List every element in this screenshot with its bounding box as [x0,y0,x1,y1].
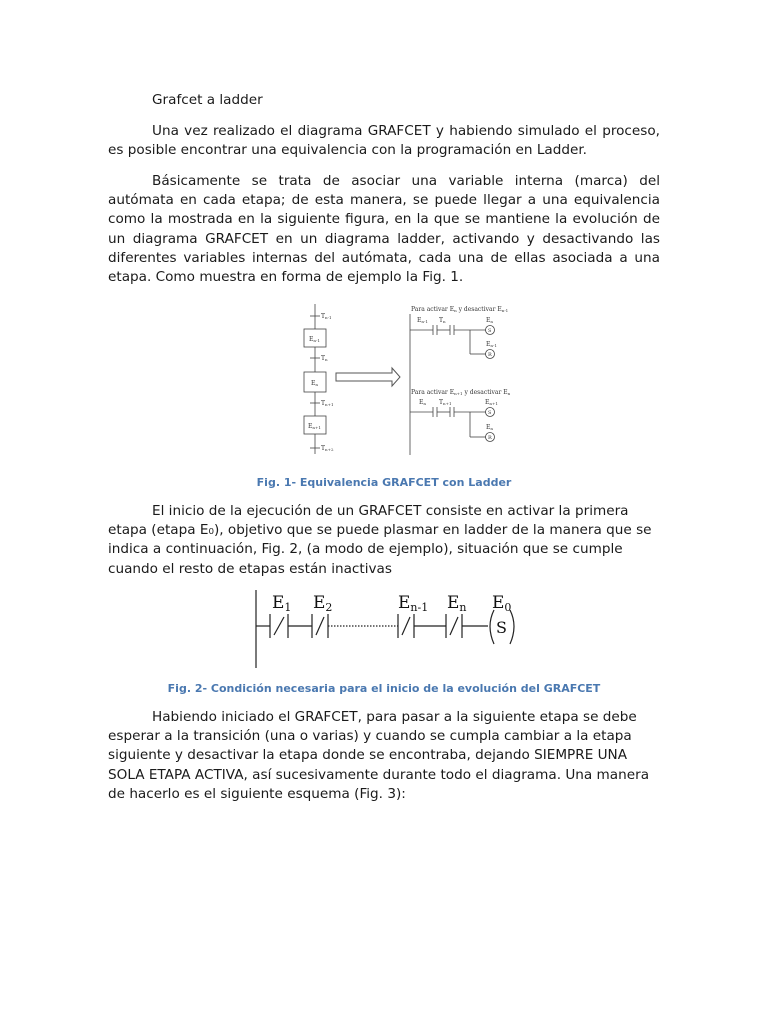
figure-2-ladder-start [248,588,524,670]
paragraph-4: Habiendo iniciado el GRAFCET, para pasar a la siguiente etapa se debe esperar a la transición (una o varias) y cuando se cumpla cambiar a la etapa siguiente y desactivar la etapa donde se encontraba, dejando SIEMPRE UNA SOLA ETAPA ACTIVA, así sucesivamente durante todo el diagrama. Una manera de hacerlo es el siguiente esquema (Fig. 3): [108,709,650,802]
coil-type: R [488,435,492,441]
transition-label: Tn [321,355,328,362]
ladder-labels [411,306,510,441]
coil-label: En [486,317,493,324]
contact-label: E1 [272,593,292,614]
step-label: En [311,380,318,387]
coil-label: En-1 [486,341,497,348]
coil-label: En [486,424,493,431]
figure-2-caption: Fig. 2- Condición necesaria para el inicio de la evolución del GRAFCET [167,682,601,695]
paragraph-3: El inicio de la ejecución de un GRAFCET consiste en activar la primera etapa (etapa E₀), objetivo que se puede plasmar en ladder de la manera que se indica a continuación, Fig. 2, (a modo de ejemplo), situación que se cumple cuando el resto de etapas están inactivas [108,503,652,577]
rung-1-title: Para activar En y desactivar En-1 [411,306,509,313]
coil-label: E0 [492,593,512,614]
coil-type: S [488,328,492,334]
transition-label: Tn+2 [321,445,334,452]
ladder-diagram [410,314,495,455]
transition-label: Tn+1 [321,400,334,407]
coil-type: S [488,410,492,416]
ladder-rung [256,590,514,668]
paragraph-2: Básicamente se trata de asociar una variable interna (marca) del autómata en cada etapa; de esta manera, se puede llegar a una equivalencia como la mostrada en la siguiente figura, en la que se mantiene la evolución de un diagrama GRAFCET en un diagrama ladder, activando y desactivando las diferentes variables internas del autómata, cada una de ellas asociada a una etapa. Como muestra en forma de ejemplo la Fig. 1. [108,173,660,286]
rung-2-title: Para activar En+1 y desactivar En [411,389,510,396]
contact-label: En [419,399,426,406]
equivalence-arrow [336,368,400,386]
contact-label: En-1 [398,593,429,614]
figure-2-labels [272,593,511,637]
transition-label: Tn-1 [321,313,332,320]
coil-type: R [488,352,492,358]
coil-type: S [496,618,507,637]
step-label: En-1 [309,336,320,343]
figure-1-caption: Fig. 1- Equivalencia GRAFCET con Ladder [256,476,512,489]
step-label: En+1 [308,423,321,430]
contact-label: Tn [439,317,446,324]
document-title: Grafcet a ladder [152,92,263,108]
contact-label: En-1 [417,317,428,324]
paragraph-1: Una vez realizado el diagrama GRAFCET y habiendo simulado el proceso, es posible encontrar una equivalencia con la programación en Ladder. [108,123,660,159]
grafcet-diagram [304,304,326,454]
figure-1-grafcet-ladder [290,300,510,460]
contact-label: E2 [313,593,333,614]
contact-label: Tn+1 [439,399,452,406]
contact-label: En [447,593,467,614]
coil-label: En+1 [485,399,498,406]
